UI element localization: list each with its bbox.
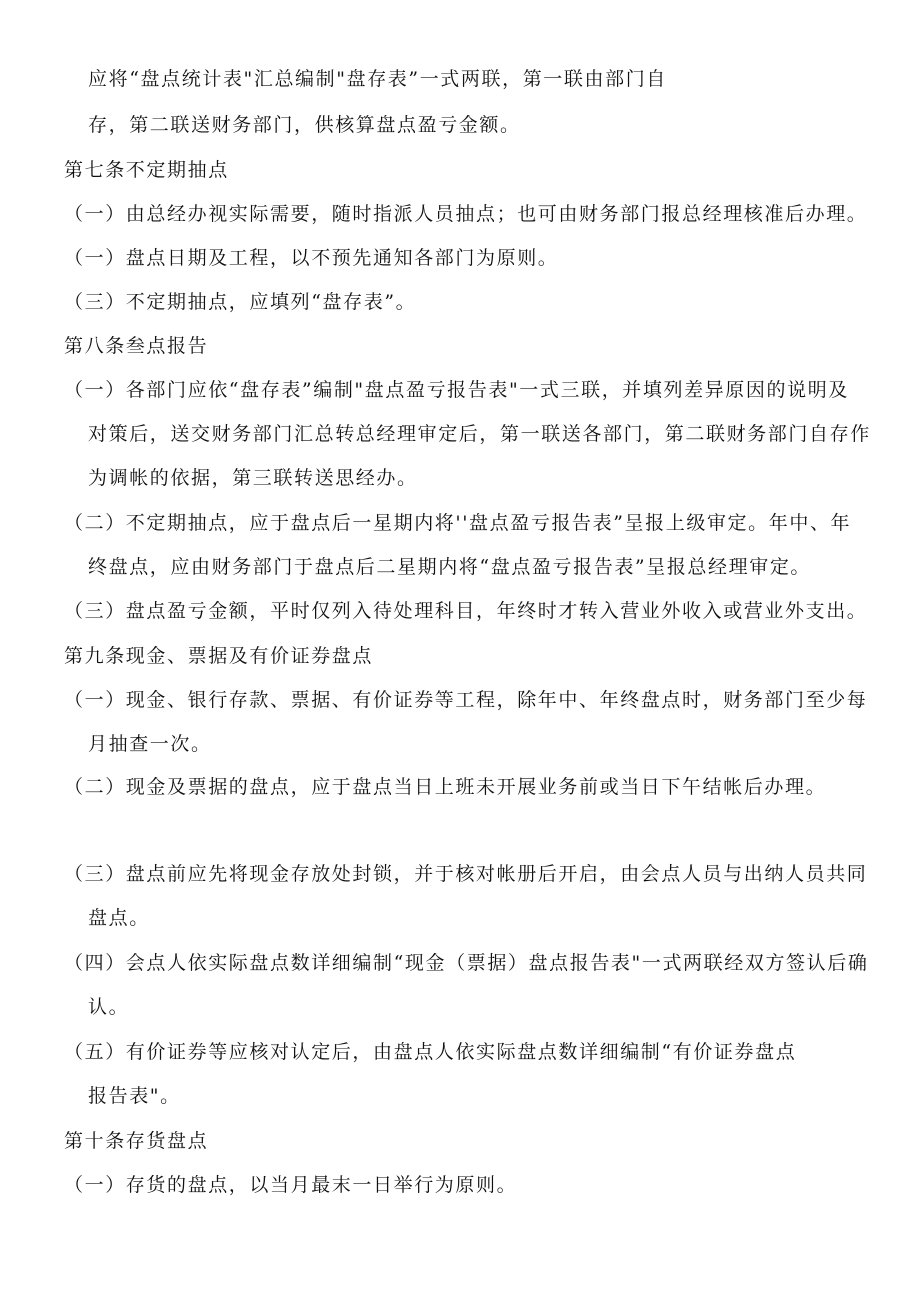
article-8-item-1-line-2: 对策后，送交财务部门汇总转总经理审定后，第一联送各部门，第二联财务部门自存作	[88, 423, 871, 445]
article-8-item-1-line-3: 为调帐的依据，第三联转送思经办。	[88, 467, 418, 489]
article-8-item-3: （三）盘点盈亏金额，平时仅列入待处理科目，年终时才转入营业外收入或营业外支出。	[64, 600, 868, 622]
article-9-item-1-line-1: （一）现金、银行存款、票据、有价证券等工程，除年中、年终盘点时，财务部门至少每	[64, 689, 868, 711]
article-9-heading: 第九条现金、票据及有价证券盘点	[64, 645, 374, 667]
article-7-item-1: （一）由总经办视实际需要，随时指派人员抽点；也可由财务部门报总经理核准后办理。	[64, 203, 868, 225]
article-7-heading: 第七条不定期抽点	[64, 159, 229, 181]
article-8-heading: 第八条叁点报告	[64, 335, 209, 357]
article-9-item-3-line-2: 盘点。	[88, 907, 150, 929]
article-8-item-1-line-1: （一）各部门应依“盘存表”编制"盘点盈亏报告表"一式三联，并填列差异原因的说明及	[64, 379, 849, 401]
article-7-item-3: （三）不定期抽点，应填列“盘存表”。	[64, 291, 417, 313]
article-9-item-5-line-2: 报告表"。	[88, 1085, 181, 1107]
article-8-item-2-line-2: 终盘点，应由财务部门于盘点后二星期内将“盘点盈亏报告表”呈报总经理审定。	[88, 556, 812, 578]
article-9-item-4-line-1: （四）会点人依实际盘点数详细编制“现金（票据）盘点报告表"一式两联经双方签认后确	[64, 952, 869, 974]
article-9-item-1-line-2: 月抽查一次。	[88, 733, 212, 755]
article-10-item-1: （一）存货的盘点，以当月最末一日举行为原则。	[64, 1174, 518, 1196]
article-9-item-5-line-1: （五）有价证券等应核对认定后，由盘点人依实际盘点数详细编制“有价证券盘点	[64, 1041, 797, 1063]
article-9-item-3-line-1: （三）盘点前应先将现金存放处封锁，并于核对帐册后开启，由会点人员与出纳人员共同	[64, 863, 868, 885]
article-9-item-2: （二）现金及票据的盘点，应于盘点当日上班未开展业务前或当日下午结帐后办理。	[64, 776, 827, 798]
article-8-item-2-line-1: （二）不定期抽点，应于盘点后一星期内将''盘点盈亏报告表”呈报上级审定。年中、年	[64, 512, 852, 534]
article-9-item-4-line-2: 认。	[88, 996, 130, 1018]
article-7-item-2: （一）盘点日期及工程，以不预先通知各部门为原则。	[64, 247, 559, 269]
intro-line-2: 存，第二联送财务部门，供核算盘点盈亏金额。	[88, 114, 521, 136]
article-10-heading: 第十条存货盘点	[64, 1130, 209, 1152]
intro-line-1: 应将“盘点统计表"汇总编制"盘存表”一式两联，第一联由部门自	[88, 68, 667, 90]
